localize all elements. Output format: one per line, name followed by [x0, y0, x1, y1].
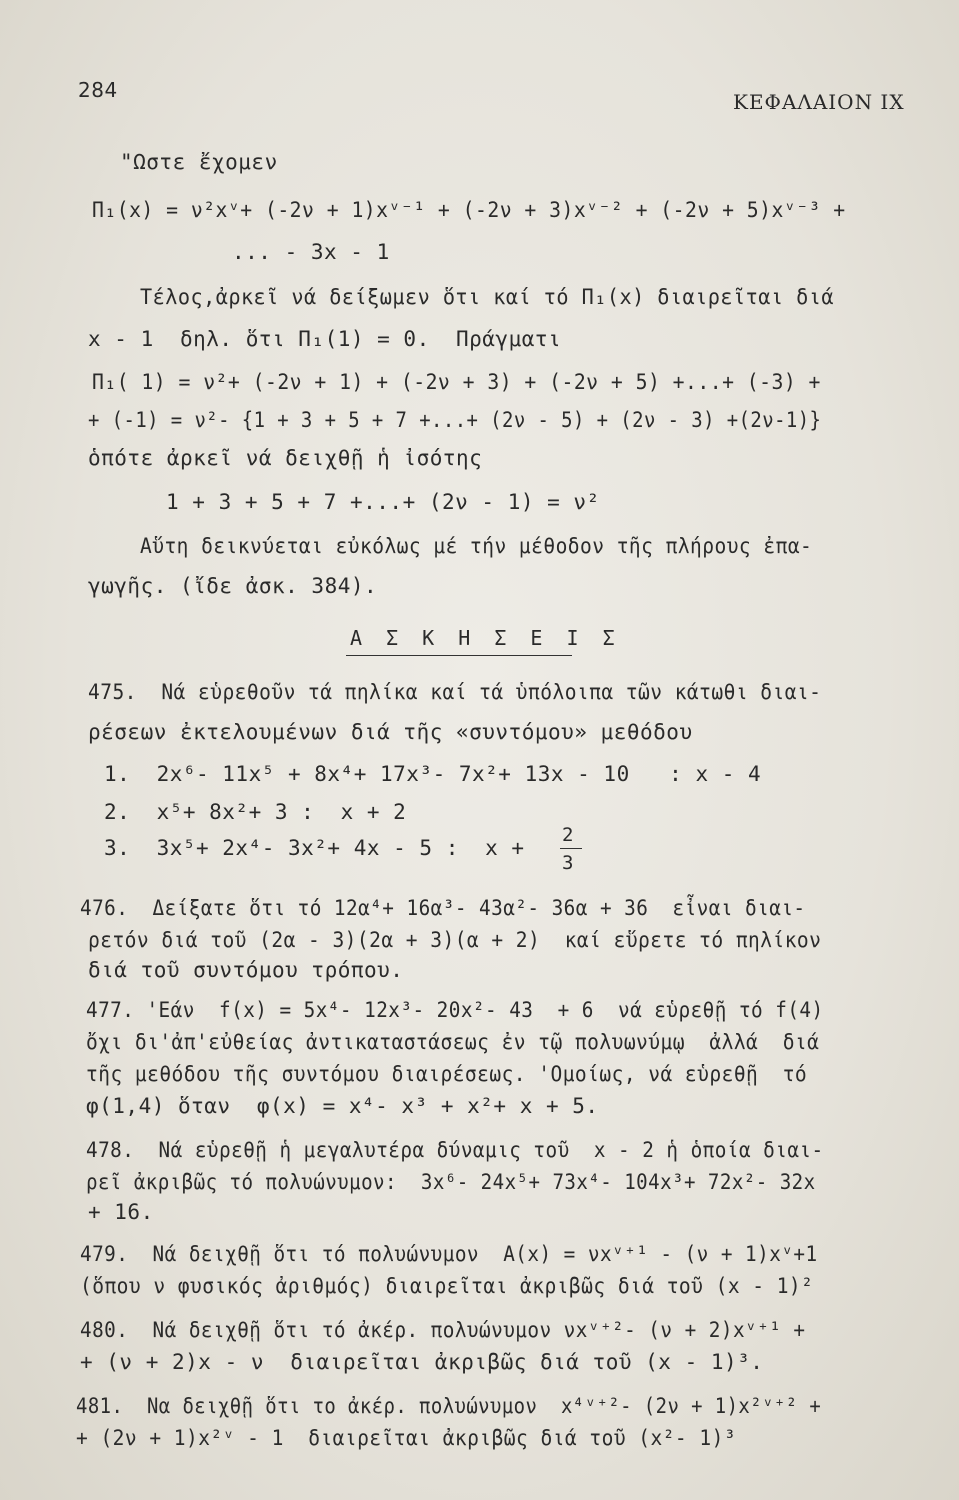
exercise-475-item: 1. 2x⁶- 11x⁵ + 8x⁴+ 17x³- 7x²+ 13x - 10 : x - 4	[104, 762, 762, 786]
exercise-479-line: 479. Νά δειχθῇ ὅτι τό πολυώνυμον A(x) = νxᵛ⁺¹ - (ν + 1)xᵛ+1	[80, 1242, 818, 1266]
formula-line: + (-1) = ν²- {1 + 3 + 5 + 7 +...+ (2ν - 5) + (2ν - 3) +(2ν-1)}	[88, 408, 822, 432]
formula-line: Π₁( 1) = ν²+ (-2ν + 1) + (-2ν + 3) + (-2ν + 5) +...+ (-3) +	[92, 370, 821, 394]
exercise-481-line: + (2ν + 1)x²ᵛ - 1 διαιρεῖται ἀκριβῶς διά τοῦ (x²- 1)³	[76, 1426, 737, 1450]
exercise-477-line: ὄχι δι'ἀπ'εὐθείας ἀντικαταστάσεως ἐν τῷ πολυωνύμῳ ἀλλά διά	[86, 1030, 820, 1054]
exercise-476-line: διά τοῦ συντόμου τρόπου.	[88, 958, 404, 982]
formula-line: 1 + 3 + 5 + 7 +...+ (2ν - 1) = ν²	[166, 490, 600, 514]
formula-line: Π₁(x) = ν²xᵛ+ (-2ν + 1)xᵛ⁻¹ + (-2ν + 3)xᵛ⁻² + (-2ν + 5)xᵛ⁻³ +	[92, 198, 846, 222]
text-line: "Ωστε ἔχομεν	[120, 150, 278, 174]
text-line: γωγῆς. (ἴδε ἀσκ. 384).	[88, 574, 378, 598]
chapter-header: ΚΕΦΑΛΑΙΟΝ ΙΧ	[733, 90, 905, 114]
page-number: 284	[78, 78, 118, 102]
exercise-477-line: τῆς μεθόδου τῆς συντόμου διαιρέσεως. 'Ομοίως, νά εὑρεθῇ τό	[86, 1062, 808, 1086]
exercise-481-line: 481. Να δειχθῇ ὅτι το ἀκέρ. πολυώνυμον x⁴ᵛ⁺²- (2ν + 1)x²ᵛ⁺² +	[76, 1394, 822, 1418]
exercise-475-item: 2. x⁵+ 8x²+ 3 : x + 2	[104, 800, 407, 824]
fraction-denominator: 3	[562, 852, 574, 874]
exercise-475-item: 3. 3x⁵+ 2x⁴- 3x²+ 4x - 5 : x +	[104, 836, 525, 860]
exercise-476-line: ρετόν διά τοῦ (2α - 3)(2α + 3)(α + 2) καί εὕρετε τό πηλίκον	[88, 928, 822, 952]
text-line: Αὕτη δεικνύεται εὐκόλως μέ τήν μέθοδον τῆς πλήρους ἐπα-	[140, 534, 813, 558]
exercise-476-line: 476. Δείξατε ὅτι τό 12α⁴+ 16α³- 43α²- 36α + 36 εἶναι διαι-	[80, 896, 806, 920]
exercise-477-line: φ(1,4) ὅταν φ(x) = x⁴- x³ + x²+ x + 5.	[86, 1094, 599, 1118]
heading-underline	[346, 655, 572, 656]
exercise-477-line: 477. 'Εάν f(x) = 5x⁴- 12x³- 20x²- 43 + 6 νά εὑρεθῇ τό f(4)	[86, 998, 824, 1022]
fraction-numerator: 2	[562, 824, 574, 846]
exercise-480-line: + (ν + 2)x - ν διαιρεῖται ἀκριβῶς διά τοῦ (x - 1)³.	[80, 1350, 764, 1374]
text-line: x - 1 δηλ. ὅτι Π₁(1) = 0. Πράγματι	[88, 327, 562, 351]
exercise-475-line: ρέσεων ἐκτελουμένων διά τῆς «συντόμου» μεθόδου	[88, 720, 693, 744]
exercise-478-line: 478. Νά εὑρεθῇ ἡ μεγαλυτέρα δύναμις τοῦ x - 2 ἡ ὁποία διαι-	[86, 1138, 824, 1162]
text-line: Τέλος,ἀρκεῖ νά δείξωμεν ὅτι καί τό Π₁(x) διαιρεῖται διά	[140, 285, 834, 309]
exercise-475-line: 475. Νά εὑρεθοῦν τά πηλίκα καί τά ὑπόλοιπα τῶν κάτωθι διαι-	[88, 680, 822, 704]
exercise-478-line: + 16.	[88, 1200, 154, 1224]
formula-line: ... - 3x - 1	[232, 240, 390, 264]
text-line: ὁπότε ἀρκεῖ νά δειχθῇ ἡ ἰσότης	[88, 446, 483, 470]
exercises-heading: Α Σ Κ Η Σ Ε Ι Σ	[350, 626, 621, 650]
fraction-bar	[560, 848, 582, 849]
exercise-478-line: ρεῖ ἀκριβῶς τό πολυώνυμον: 3x⁶- 24x⁵+ 73x⁴- 104x³+ 72x²- 32x	[86, 1170, 816, 1194]
exercise-479-line: (ὅπου ν φυσικός ἀριθμός) διαιρεῖται ἀκριβῶς διά τοῦ (x - 1)²	[80, 1274, 814, 1298]
exercise-480-line: 480. Νά δειχθῇ ὅτι τό ἀκέρ. πολυώνυμον νxᵛ⁺²- (ν + 2)xᵛ⁺¹ +	[80, 1318, 806, 1342]
